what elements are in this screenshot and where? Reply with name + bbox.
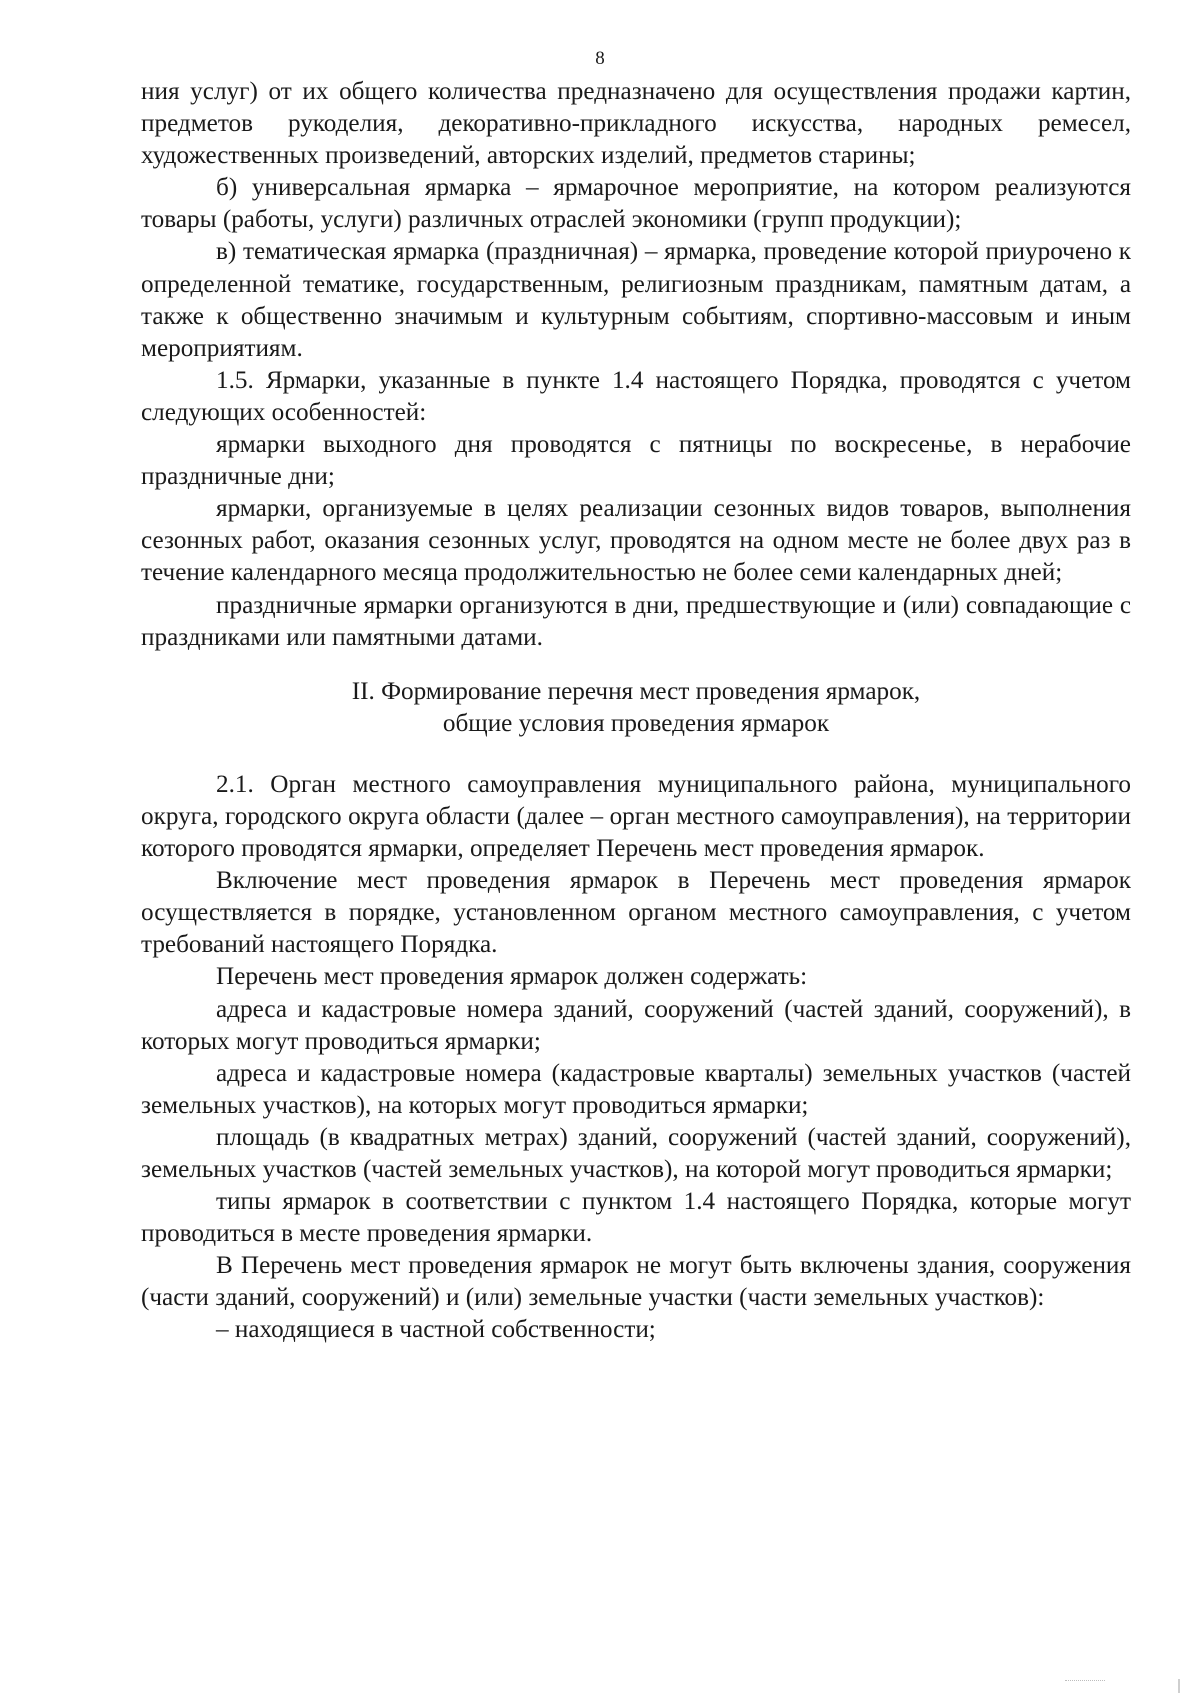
- paragraph-thematic-fair: в) тематическая ярмарка (праздничная) – ярмарка, проведение которой приурочено к определенной тематике, государственным, религиозным праздникам, памятным датам, а также к общественно значимым и культурным событиям, спортивно-массовым и иным мероприятиям.: [141, 238, 1131, 362]
- section-heading: [141, 676, 1131, 740]
- paragraph-inclusion: Включение мест проведения ярмарок в Перечень мест проведения ярмарок осуществляется в порядке, установленном органом местного самоуправления, с учетом требований настоящего Порядка.: [141, 867, 1131, 959]
- scan-artifact-edge: [1178, 1679, 1180, 1693]
- list-item-fair-types: типы ярмарок в соответствии с пунктом 1.4 настоящего Порядка, которые могут проводиться в месте проведения ярмарки.: [141, 1188, 1131, 1248]
- document-body: [141, 76, 1131, 1347]
- list-item-private-property: – находящиеся в частной собственности;: [216, 1316, 656, 1344]
- list-item-area: площадь (в квадратных метрах) зданий, сооружений (частей зданий, сооружений), земельных участков (частей земельных участков), на которой могут проводиться ярмарки;: [141, 1123, 1131, 1183]
- section-heading-line-2: общие условия проведения ярмарок: [442, 709, 830, 737]
- paragraph-2-1: 2.1. Орган местного самоуправления муниципального района, муниципального округа, городского округа области (далее – орган местного самоуправления), на территории которого проводятся ярмарки, определяет Перечень мест проведения ярмарок.: [141, 770, 1131, 863]
- paragraph-continuation: ния услуг) от их общего количества предназначено для осуществления продажи картин, предметов рукоделия, декоративно-прикладного искусства, народных ремесел, художественных произведений, авторских изделий, предметов старины;: [141, 78, 1131, 170]
- paragraph-seasonal-fairs: ярмарки, организуемые в целях реализации сезонных видов товаров, выполнения сезонных работ, оказания сезонных услуг, проводятся на одном месте не более двух раз в течение календарного месяца продолжительностью не более семи календарных дней;: [141, 495, 1131, 587]
- list-item-land-addresses: адреса и кадастровые номера (кадастровые кварталы) земельных участков (частей земельных участков), на которых могут проводиться ярмарки;: [141, 1059, 1131, 1119]
- paragraph-universal-fair: б) универсальная ярмарка – ярмарочное мероприятие, на котором реализуются товары (работы, услуги) различных отраслей экономики (групп продукции);: [141, 174, 1131, 234]
- paragraph-weekend-fairs: ярмарки выходного дня проводятся с пятницы по воскресенье, в нерабочие праздничные дни;: [141, 431, 1131, 491]
- page-number: 8: [595, 48, 605, 69]
- paragraph-holiday-fairs: праздничные ярмарки организуются в дни, предшествующие и (или) совпадающие с праздниками или памятными датами.: [141, 591, 1131, 651]
- list-item-building-addresses: адреса и кадастровые номера зданий, сооружений (частей зданий, сооружений), в которых могут проводиться ярмарки;: [141, 995, 1131, 1055]
- scan-artifact: [1065, 1680, 1105, 1691]
- paragraph-exclusions: В Перечень мест проведения ярмарок не могут быть включены здания, сооружения (части зданий, сооружений) и (или) земельные участки (части земельных участков):: [141, 1252, 1131, 1312]
- paragraph-1-5: 1.5. Ярмарки, указанные в пункте 1.4 настоящего Порядка, проводятся с учетом следующих особенностей:: [141, 366, 1131, 426]
- paragraph-list-contents: Перечень мест проведения ярмарок должен содержать:: [216, 963, 808, 991]
- section-heading-line-1: II. Формирование перечня мест проведения ярмарок,: [351, 677, 921, 705]
